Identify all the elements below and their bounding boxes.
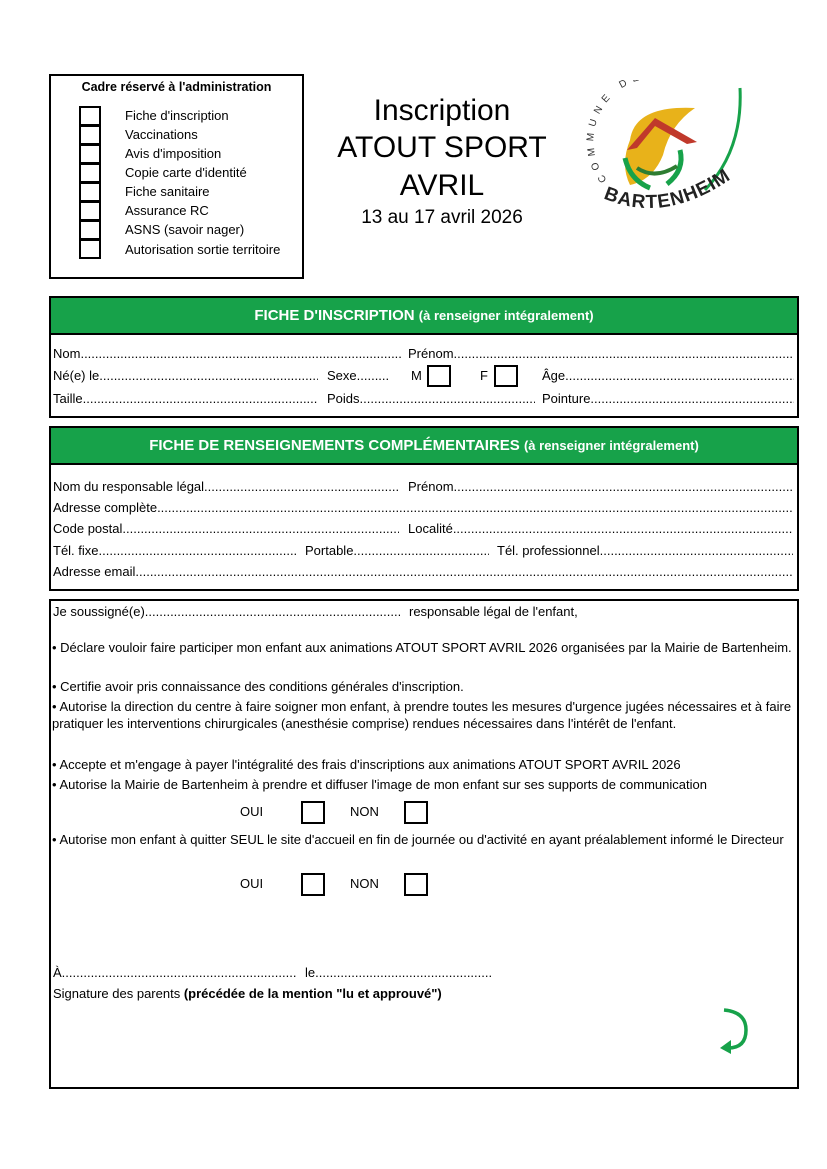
renseignements-header-note: (à renseigner intégralement) — [523, 438, 699, 453]
responsable-prenom-label: Prénom — [408, 479, 454, 494]
sexe-f-label: F — [480, 368, 488, 383]
logo — [585, 80, 765, 225]
inscription-header — [51, 298, 797, 335]
portable-field[interactable] — [305, 543, 489, 559]
image-oui-label: OUI — [240, 804, 264, 819]
admin-item: Fiche d'inscription — [125, 108, 229, 123]
prenom-label: Prénom — [408, 346, 454, 361]
lieu-field[interactable] — [53, 965, 297, 981]
title-dates: 13 au 17 avril 2026 — [361, 207, 523, 228]
admin-item: Fiche sanitaire — [125, 184, 210, 199]
admin-checkbox[interactable] — [79, 182, 101, 202]
admin-item: ASNS (savoir nager) — [125, 222, 245, 237]
date-label: le — [305, 965, 316, 980]
tel-pro-label: Tél. professionnel — [497, 543, 600, 558]
code-postal-label: Code postal — [53, 521, 123, 536]
date-field[interactable] — [305, 965, 491, 981]
nom-label: Nom — [53, 346, 81, 361]
tel-fixe-label: Tél. fixe — [53, 543, 99, 558]
pointure-label: Pointure — [542, 391, 591, 406]
declaration-bullet-3: • Autorise la direction du centre à faire soigner mon enfant, à prendre toutes les mesures d'urgence jugées nécessaires et à faire pratiquer les interventions chirurgicales (anesthésie comprise) rendues nécessaires dans l'intérêt de l'enfant. — [52, 699, 792, 731]
sortie-non-checkbox[interactable] — [404, 873, 428, 896]
image-oui-checkbox[interactable] — [301, 801, 325, 824]
sortie-oui-label: OUI — [240, 876, 264, 891]
localite-label: Localité — [408, 521, 453, 536]
renseignements-header — [51, 428, 797, 465]
sexe-m-checkbox[interactable] — [427, 365, 451, 387]
nom-field[interactable] — [53, 346, 403, 362]
adresse-label: Adresse complète — [53, 500, 158, 515]
responsable-label: Nom du responsable légal — [53, 479, 205, 494]
admin-checkbox[interactable] — [79, 144, 101, 164]
portable-label: Portable — [305, 543, 354, 558]
sexe-label: Sexe......... — [327, 368, 390, 383]
soussigne-label: Je soussigné(e) — [53, 604, 145, 619]
birthdate-label: Né(e) le — [53, 368, 100, 383]
declaration-bullet-2: • Certifie avoir pris connaissance des conditions générales d'inscription. — [52, 679, 464, 694]
admin-item: Avis d'imposition — [125, 146, 222, 161]
responsable-prenom-field[interactable] — [408, 479, 793, 495]
lieu-label: À — [53, 965, 62, 980]
admin-item: Autorisation sortie territoire — [125, 242, 281, 257]
title-line-3: AVRIL — [399, 169, 485, 202]
image-non-label: NON — [350, 804, 379, 819]
admin-checkbox[interactable] — [79, 220, 101, 240]
title-line-2: ATOUT SPORT — [337, 131, 547, 164]
inscription-header-note: (à renseigner intégralement) — [418, 308, 594, 323]
sortie-non-label: NON — [350, 876, 379, 891]
inscription-header-title: FICHE D'INSCRIPTION — [254, 307, 415, 324]
email-field[interactable] — [53, 564, 793, 580]
admin-checkbox[interactable] — [79, 163, 101, 183]
sexe-m-label: M — [411, 368, 422, 383]
admin-box — [49, 74, 304, 279]
responsable-field[interactable] — [53, 479, 399, 495]
logo-name: BARTENHEIM — [601, 165, 735, 214]
turn-page-arrow-icon — [716, 1006, 754, 1056]
soussigne-field[interactable] — [53, 604, 400, 620]
email-label: Adresse email — [53, 564, 136, 579]
sexe-f-checkbox[interactable] — [494, 365, 518, 387]
signature-label: Signature des parents — [53, 986, 181, 1001]
admin-item: Vaccinations — [125, 127, 198, 142]
poids-field[interactable] — [327, 391, 535, 407]
declaration-bullet-5: • Autorise la Mairie de Bartenheim à prendre et diffuser l'image de mon enfant sur ses supports de communication — [52, 777, 707, 792]
tel-fixe-field[interactable] — [53, 543, 298, 559]
age-field[interactable] — [542, 368, 794, 384]
admin-item: Assurance RC — [125, 203, 209, 218]
declaration-bullet-4: • Accepte et m'engage à payer l'intégralité des frais d'inscriptions aux animations ATOUT SPORT AVRIL 2026 — [52, 757, 681, 772]
declaration-bullet-6: • Autorise mon enfant à quitter SEUL le site d'accueil en fin de journée ou d'activité en ayant préalablement informé le Directeur — [52, 832, 784, 847]
adresse-field[interactable] — [53, 500, 793, 516]
declaration-bullet-1: • Déclare vouloir faire participer mon enfant aux animations ATOUT SPORT AVRIL 2026 organisées par la Mairie de Bartenheim. — [52, 640, 792, 655]
renseignements-header-title: FICHE DE RENSEIGNEMENTS COMPLÉMENTAIRES — [149, 437, 520, 454]
admin-checkbox[interactable] — [79, 201, 101, 221]
admin-item: Copie carte d'identité — [125, 165, 247, 180]
poids-label: Poids — [327, 391, 360, 406]
signature-line — [53, 986, 442, 1002]
admin-checkbox[interactable] — [79, 125, 101, 145]
pointure-field[interactable] — [542, 391, 794, 407]
signature-mention: (précédée de la mention "lu et approuvé") — [183, 986, 442, 1001]
tel-pro-field[interactable] — [497, 543, 793, 559]
localite-field[interactable] — [408, 521, 793, 537]
logo-arc-text: COMMUNE D — [585, 80, 635, 185]
admin-checkbox[interactable] — [79, 106, 101, 126]
sortie-oui-checkbox[interactable] — [301, 873, 325, 896]
birthdate-field[interactable] — [53, 368, 318, 384]
age-label: Âge — [542, 368, 566, 383]
prenom-field[interactable] — [408, 346, 793, 362]
logo-emblem-icon — [585, 80, 765, 225]
image-non-checkbox[interactable] — [404, 801, 428, 824]
admin-box-title: Cadre réservé à l'administration — [81, 80, 272, 94]
admin-checkbox[interactable] — [79, 239, 101, 259]
taille-field[interactable] — [53, 391, 318, 407]
code-postal-field[interactable] — [53, 521, 399, 537]
title-line-1: Inscription — [373, 94, 511, 127]
taille-label: Taille — [53, 391, 83, 406]
responsable-legal-text: responsable légal de l'enfant, — [409, 604, 578, 619]
